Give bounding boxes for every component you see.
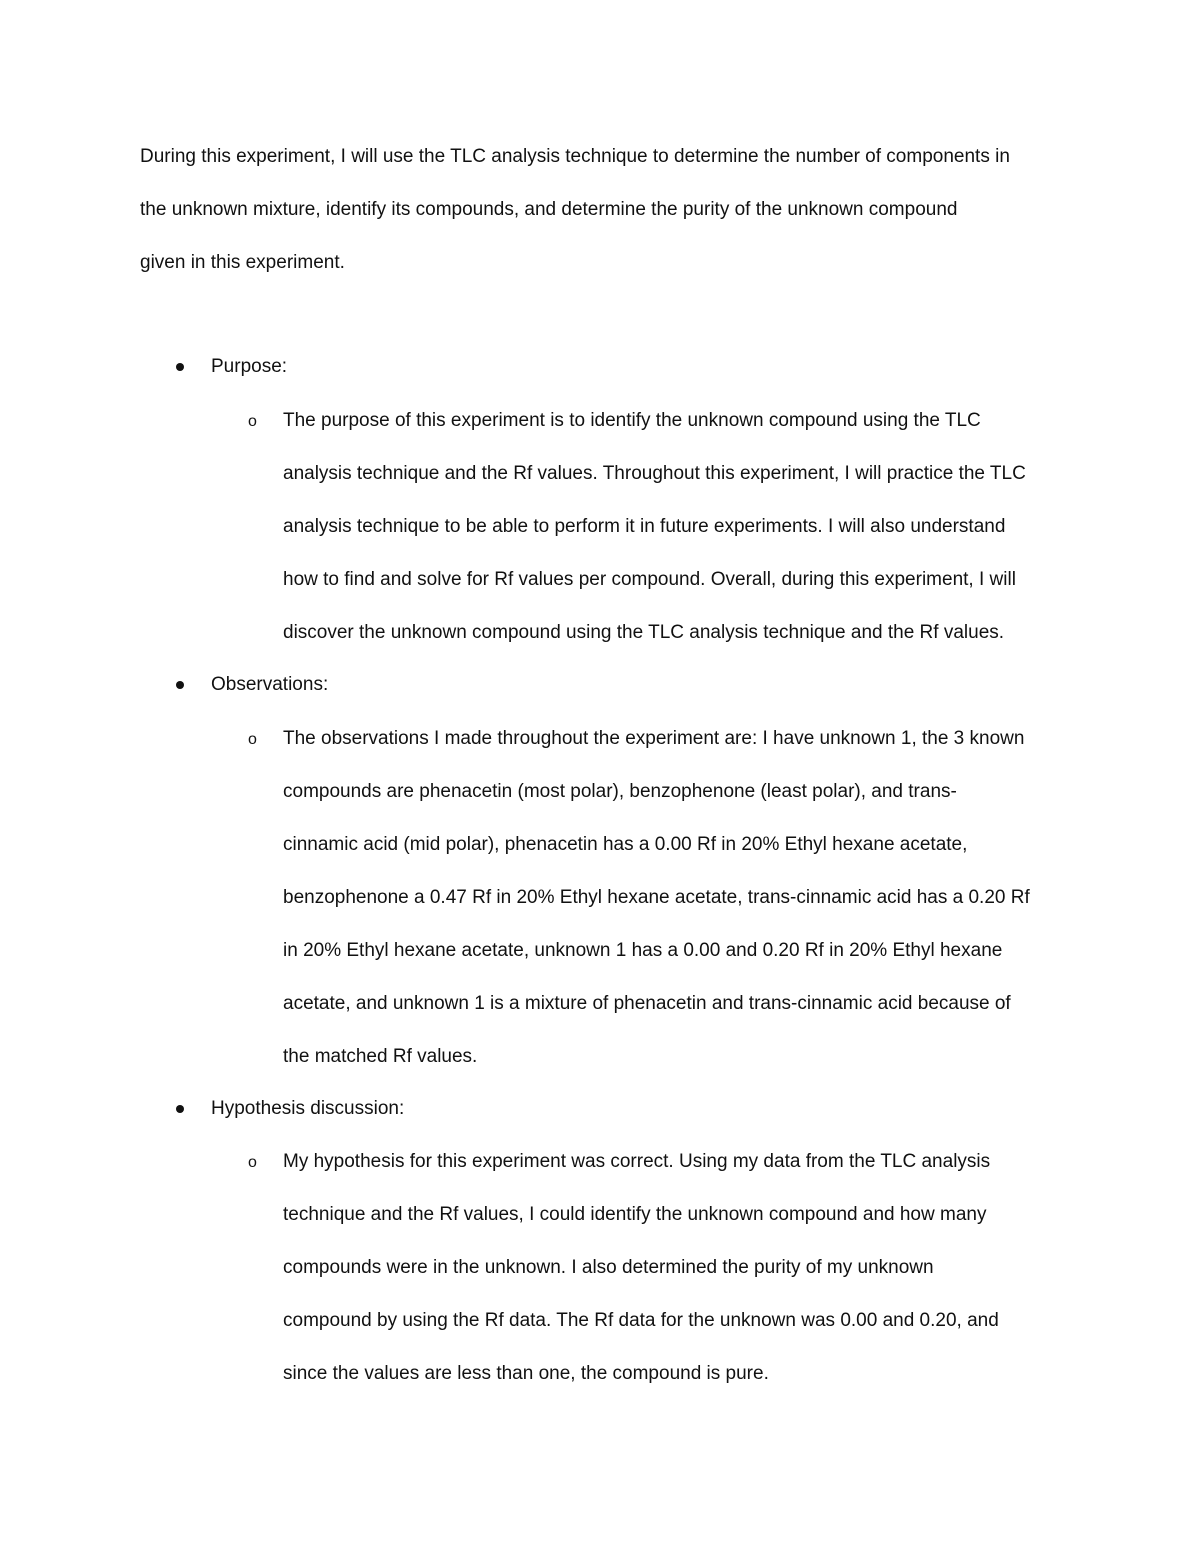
bullet-icon	[176, 1105, 184, 1113]
section-heading-purpose: Purpose:	[211, 356, 288, 377]
hypothesis-line: since the values are less than one, the compound is pure.	[283, 1363, 769, 1384]
purpose-line: analysis technique to be able to perform it in future experiments. I will also understand	[283, 516, 1006, 537]
intro-line: During this experiment, I will use the TLC analysis technique to determine the number of components in	[140, 146, 1010, 167]
purpose-line: discover the unknown compound using the TLC analysis technique and the Rf values.	[283, 622, 1005, 643]
purpose-line: The purpose of this experiment is to identify the unknown compound using the TLC	[283, 410, 981, 431]
hypothesis-line: compounds were in the unknown. I also determined the purity of my unknown	[283, 1257, 934, 1278]
observations-line: in 20% Ethyl hexane acetate, unknown 1 has a 0.00 and 0.20 Rf in 20% Ethyl hexane	[283, 940, 1003, 961]
purpose-line: analysis technique and the Rf values. Throughout this experiment, I will practice the TLC	[283, 463, 1026, 484]
hypothesis-line: compound by using the Rf data. The Rf data for the unknown was 0.00 and 0.20, and	[283, 1310, 999, 1331]
intro-line: the unknown mixture, identify its compounds, and determine the purity of the unknown compound	[140, 199, 958, 220]
sub-bullet-icon: o	[248, 1154, 257, 1171]
purpose-line: how to find and solve for Rf values per compound. Overall, during this experiment, I will	[283, 569, 1016, 590]
observations-line: benzophenone a 0.47 Rf in 20% Ethyl hexane acetate, trans-cinnamic acid has a 0.20 Rf	[283, 887, 1030, 908]
section-heading-observations: Observations:	[211, 674, 329, 695]
bullet-icon	[176, 681, 184, 689]
observations-line: the matched Rf values.	[283, 1046, 478, 1067]
bullet-icon	[176, 363, 184, 371]
sub-bullet-icon: o	[248, 731, 257, 748]
observations-line: compounds are phenacetin (most polar), benzophenone (least polar), and trans-	[283, 781, 957, 802]
hypothesis-line: technique and the Rf values, I could identify the unknown compound and how many	[283, 1204, 987, 1225]
section-heading-hypothesis: Hypothesis discussion:	[211, 1098, 405, 1119]
observations-line: The observations I made throughout the experiment are: I have unknown 1, the 3 known	[283, 728, 1025, 749]
observations-line: cinnamic acid (mid polar), phenacetin has a 0.00 Rf in 20% Ethyl hexane acetate,	[283, 834, 968, 855]
intro-line: given in this experiment.	[140, 252, 345, 273]
observations-line: acetate, and unknown 1 is a mixture of phenacetin and trans-cinnamic acid because of	[283, 993, 1011, 1014]
hypothesis-line: My hypothesis for this experiment was correct. Using my data from the TLC analysis	[283, 1151, 991, 1172]
sub-bullet-icon: o	[248, 413, 257, 430]
